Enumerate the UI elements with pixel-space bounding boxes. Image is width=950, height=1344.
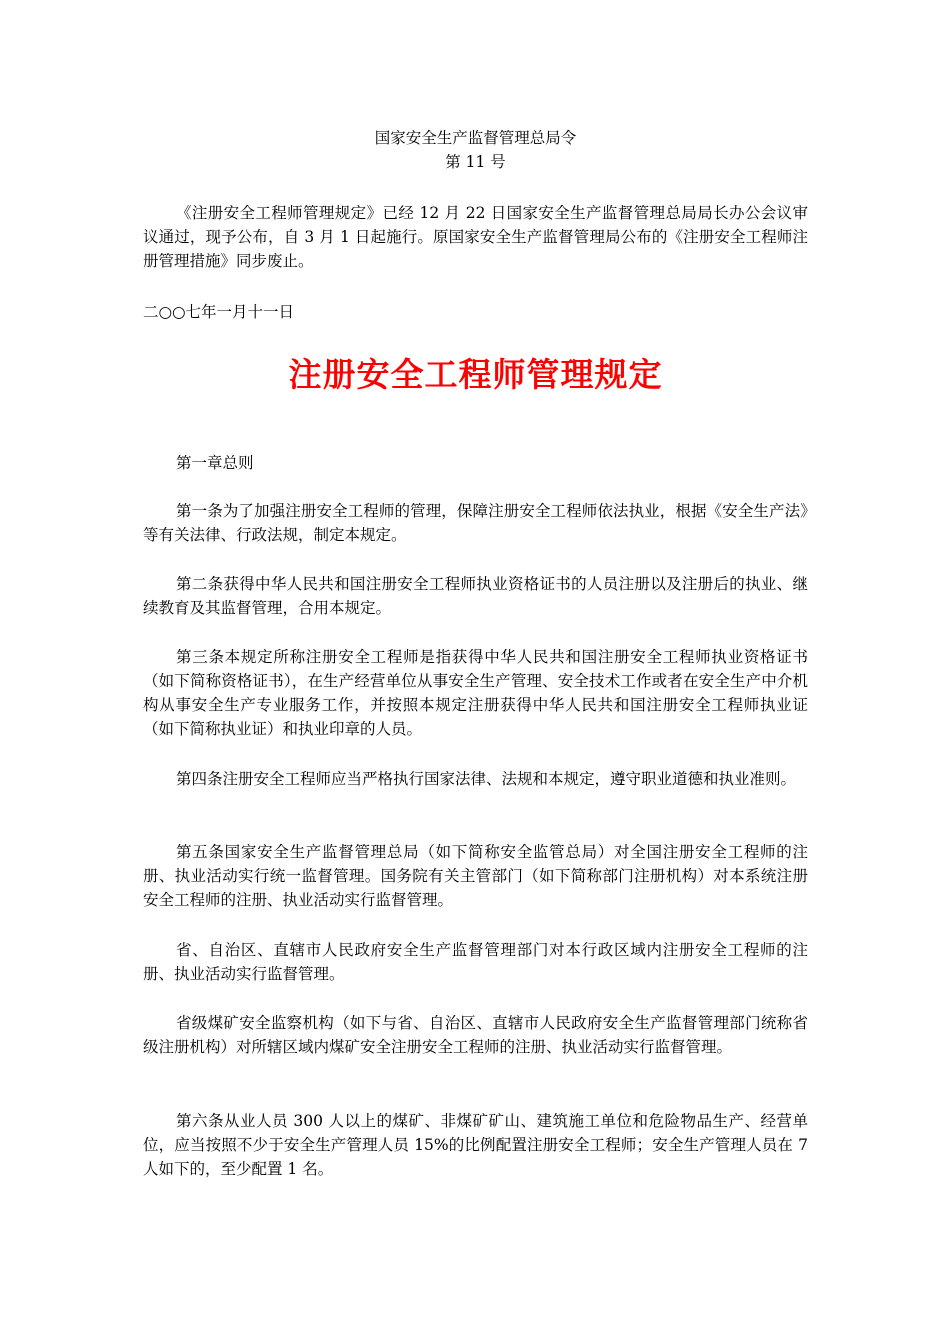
document-title: 注册安全工程师管理规定 xyxy=(288,355,663,394)
article-1: 第一条为了加强注册安全工程师的管理，保障注册安全工程师依法执业，根据《安全生产法》等有关法律、行政法规，制定本规定。 xyxy=(143,502,808,544)
order-number: 第 11 号 xyxy=(445,153,506,171)
article-5-paragraph-3: 省级煤矿安全监察机构（如下与省、自治区、直辖市人民政府安全生产监督管理部门统称省级注册机构）对所辖区域内煤矿安全注册安全工程师的注册、执业活动实行监督管理。 xyxy=(143,1014,808,1056)
article-5-paragraph-2: 省、自治区、直辖市人民政府安全生产监督管理部门对本行政区域内注册安全工程师的注册、执业活动实行监督管理。 xyxy=(143,941,808,983)
article-5: 第五条国家安全生产监督管理总局（如下简称安全监管总局）对全国注册安全工程师的注册、执业活动实行统一监督管理。国务院有关主管部门（如下简称部门注册机构）对本系统注册安全工程师的注册、执业活动实行监督管理。 xyxy=(143,843,808,909)
article-6: 第六条从业人员 300 人以上的煤矿、非煤矿矿山、建筑施工单位和危险物品生产、经营单位，应当按照不少于安全生产管理人员 15%的比例配置注册安全工程师；安全生产管理人员在 7 人如下的，至少配置 1 名。 xyxy=(143,1112,808,1178)
article-4: 第四条注册安全工程师应当严格执行国家法律、法规和本规定，遵守职业道德和执业准则。 xyxy=(176,770,797,788)
chapter-heading: 第一章总则 xyxy=(176,454,254,472)
issue-date: 二○○七年一月十一日 xyxy=(143,303,295,321)
article-2: 第二条获得中华人民共和国注册安全工程师执业资格证书的人员注册以及注册后的执业、继续教育及其监督管理，合用本规定。 xyxy=(143,575,808,617)
issuer-heading: 国家安全生产监督管理总局令 xyxy=(374,129,577,147)
article-3: 第三条本规定所称注册安全工程师是指获得中华人民共和国注册安全工程师执业资格证书（如下简称资格证书），在生产经营单位从事安全生产管理、安全技术工作或者在安全生产中介机构从事安全生产专业服务工作，并按照本规定注册获得中华人民共和国注册安全工程师执业证（如下简称执业证）和执业印章的人员。 xyxy=(143,648,808,738)
preamble-paragraph: 《注册安全工程师管理规定》已经 12 月 22 日国家安全生产监督管理总局局长办公会议审议通过，现予公布，自 3 月 1 日起施行。原国家安全生产监督管理局公布的《注册安全工程师注册管理措施》同步废止。 xyxy=(143,204,808,270)
